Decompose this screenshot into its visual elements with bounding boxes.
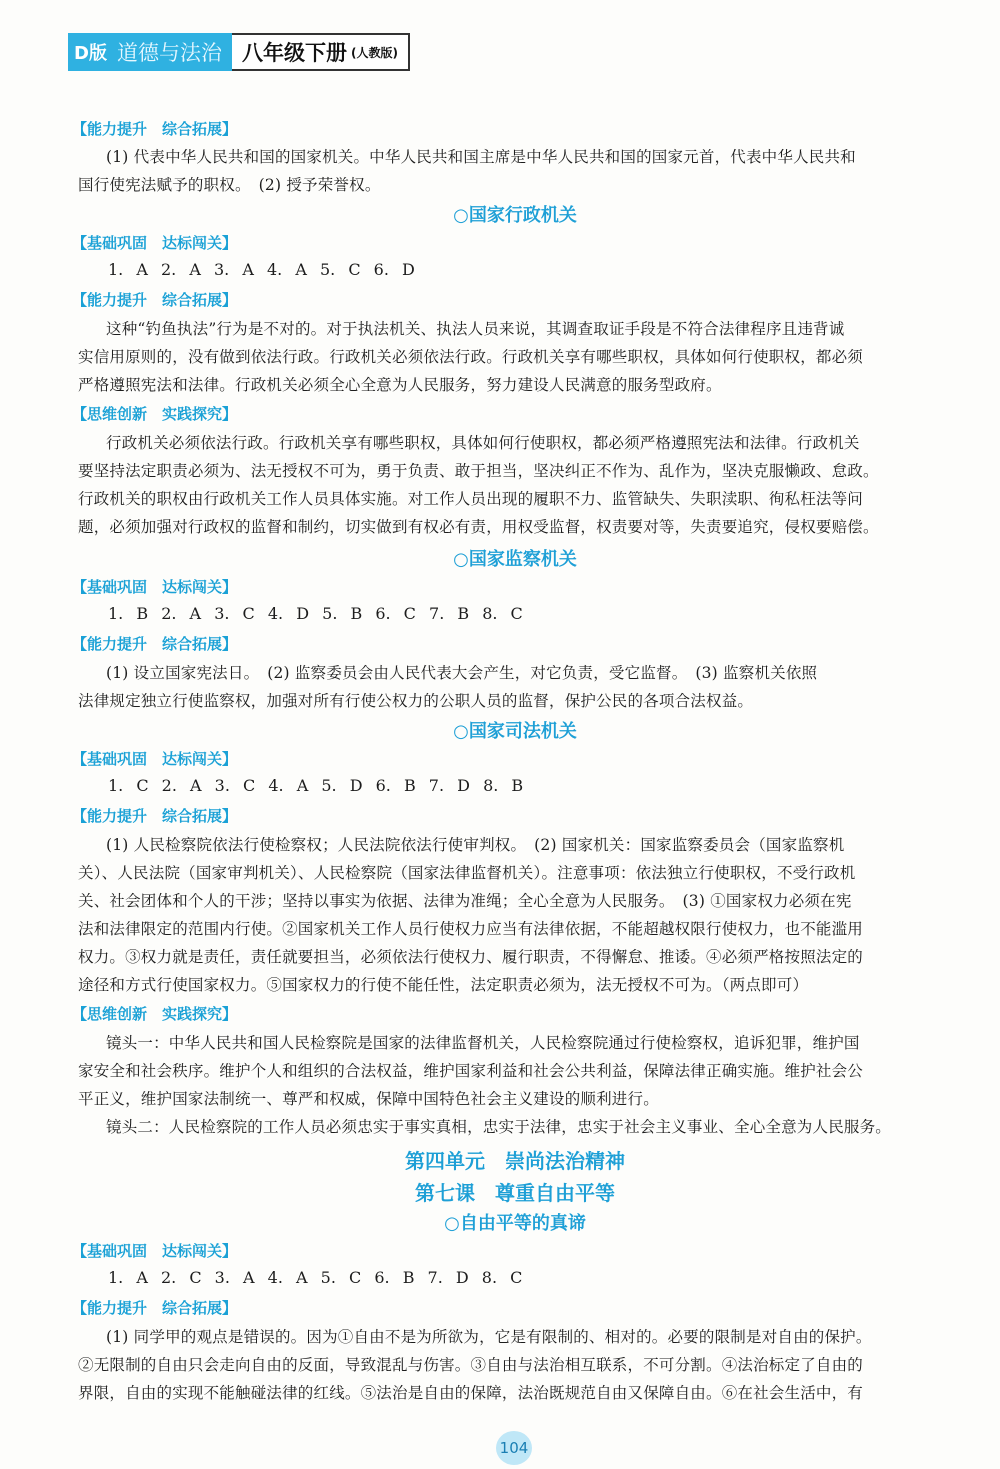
section-tag: 【能力提升 综合拓展】 <box>72 1299 238 1317</box>
answer-text: ②无限制的自由只会走向自由的反面，导致混乱与伤害。③自由与法治相互联系，不可分割。④法治标定了自由的 <box>78 1356 864 1374</box>
answer-text: 法和法律限定的范围内行使。②国家机关工作人员行使权力应当有法律依据，不能超越权限行使权力，也不能滥用 <box>78 920 864 938</box>
answer-text: 行政机关的职权由行政机关工作人员具体实施。对工作人员出现的履职不力、监管缺失、失职渎职、徇私枉法等问 <box>78 490 864 508</box>
answer-key: 1. A 2. C 3. A 4. A 5. C 6. B 7. D 8. C <box>108 1268 523 1287</box>
page-number: 104 <box>496 1431 532 1465</box>
section-heading: ○国家行政机关 <box>453 205 577 226</box>
answer-text: (1) 同学甲的观点是错误的。因为①自由不是为所欲为，它是有限制的、相对的。必要的限制是对自由的保护。 <box>106 1328 872 1346</box>
answer-text: 法律规定独立行使监察权，加强对所有行使公权力的公职人员的监督，保护公民的各项合法权益。 <box>78 692 754 710</box>
answer-text: 行政机关必须依法行政。行政机关享有哪些职权，具体如何行使职权，都必须严格遵照宪法和法律。行政机关 <box>106 434 860 452</box>
version-label: (人教版) <box>350 45 398 60</box>
answer-key: 1. B 2. A 3. C 4. D 5. B 6. C 7. B 8. C <box>108 604 523 623</box>
answer-text: 途径和方式行使国家权力。⑤国家权力的行使不能任性，法定职责必须为，法无授权不可为。（两点即可） <box>78 976 809 994</box>
section-heading: ○自由平等的真谛 <box>444 1213 586 1234</box>
edition-badge: D版 <box>68 33 113 71</box>
answer-text: 界限，自由的实现不能触碰法律的红线。⑤法治是自由的保障，法治既规范自由又保障自由。⑥在社会生活中，有 <box>78 1384 864 1402</box>
section-heading: ○国家监察机关 <box>453 549 577 570</box>
answer-key: 1. A 2. A 3. A 4. A 5. C 6. D <box>108 260 415 279</box>
section-tag: 【基础巩固 达标闯关】 <box>72 234 238 252</box>
page-header <box>68 33 410 71</box>
section-tag: 【思维创新 实践探究】 <box>72 405 238 423</box>
answer-text: 权力。③权力就是责任，责任就要担当，必须依法行使权力、履行职责，不得懈怠、推诿。④必须严格按照法定的 <box>78 948 864 966</box>
section-tag: 【能力提升 综合拓展】 <box>72 807 238 825</box>
answer-text: 家安全和社会秩序。维护个人和组织的合法权益，维护国家利益和社会公共利益，保障法律正确实施。维护社会公 <box>78 1062 864 1080</box>
answer-text: (1) 代表中华人民共和国的国家机关。中华人民共和国主席是中华人民共和国的国家元首，代表中华人民共和 <box>106 148 856 166</box>
section-heading: ○国家司法机关 <box>453 721 577 742</box>
answer-key: 1. C 2. A 3. C 4. A 5. D 6. B 7. D 8. B <box>108 776 524 795</box>
section-tag: 【基础巩固 达标闯关】 <box>72 578 238 596</box>
section-tag: 【能力提升 综合拓展】 <box>72 291 238 309</box>
section-tag: 【基础巩固 达标闯关】 <box>72 1242 238 1260</box>
answer-text: (1) 人民检察院依法行使检察权；人民法院依法行使审判权。 (2) 国家机关：国家监察委员会（国家监察机 <box>106 836 845 854</box>
grade-title <box>232 33 410 71</box>
answer-text: 要坚持法定职责必须为、法无授权不可为，勇于负责、敢于担当，坚决纠正不作为、乱作为，坚决克服懒政、怠政。 <box>78 462 879 480</box>
grade-label: 八年级下册 <box>241 41 347 65</box>
section-tag: 【能力提升 综合拓展】 <box>72 635 238 653</box>
section-heading: 第四单元 崇尚法治精神 <box>405 1149 625 1173</box>
section-tag: 【能力提升 综合拓展】 <box>72 120 238 138</box>
answer-text: 国行使宪法赋予的职权。 (2) 授予荣誉权。 <box>78 176 381 194</box>
section-tag: 【思维创新 实践探究】 <box>72 1005 238 1023</box>
answer-text: 这种“钓鱼执法”行为是不对的。对于执法机关、执法人员来说，其调查取证手段是不符合法律程序且违背诚 <box>106 320 845 338</box>
answer-text: 实信用原则的，没有做到依法行政。行政机关必须依法行政。行政机关享有哪些职权，具体如何行使职权，都必须 <box>78 348 864 366</box>
answer-text: (1) 设立国家宪法日。 (2) 监察委员会由人民代表大会产生，对它负责，受它监督。 (3) 监察机关依照 <box>106 664 818 682</box>
answer-text: 平正义，维护国家法制统一、尊严和权威，保障中国特色社会主义建设的顺利进行。 <box>78 1090 659 1108</box>
section-tag: 【基础巩固 达标闯关】 <box>72 750 238 768</box>
answer-text: 题，必须加强对行政权的监督和制约，切实做到有权必有责，用权受监督，权责要对等，失责要追究，侵权要赔偿。 <box>78 518 879 536</box>
subject-title: 道德与法治 <box>113 33 232 71</box>
answer-text: 镜头二：人民检察院的工作人员必须忠实于事实真相，忠实于法律，忠实于社会主义事业、全心全意为人民服务。 <box>106 1118 892 1136</box>
answer-text: 关、社会团体和个人的干涉；坚持以事实为依据、法律为准绳；全心全意为人民服务。 (3) ①国家权力必须在宪 <box>78 892 852 910</box>
section-heading: 第七课 尊重自由平等 <box>415 1181 615 1205</box>
answer-text: 镜头一：中华人民共和国人民检察院是国家的法律监督机关，人民检察院通过行使检察权，追诉犯罪，维护国 <box>106 1034 860 1052</box>
answer-text: 关）、人民法院（国家审判机关）、人民检察院（国家法律监督机关）。注意事项：依法独立行使职权，不受行政机 <box>78 864 856 882</box>
answer-text: 严格遵照宪法和法律。行政机关必须全心全意为人民服务，努力建设人民满意的服务型政府。 <box>78 376 722 394</box>
